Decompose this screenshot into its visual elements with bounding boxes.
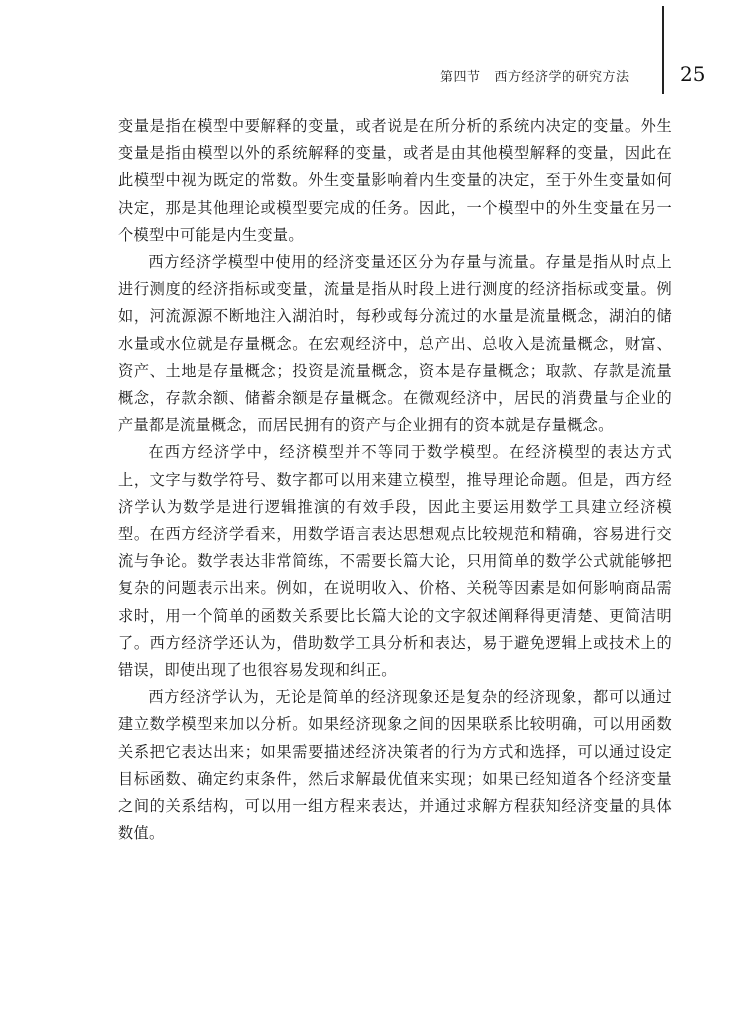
body-text [118, 113, 672, 847]
running-head [440, 66, 630, 85]
section-title: 西方经济学的研究方法 [494, 70, 630, 85]
header-vertical-rule [662, 6, 664, 94]
page-header [0, 0, 746, 100]
paragraph-continued: 变量是指在模型中要解释的变量，或者说是在所分析的系统内决定的变量。外生变量是指由模型以外的系统解释的变量，或者是由其他模型解释的变量，因此在此模型中视为既定的常数。外生变量影响着内生变量的决定，至于外生变量如何决定，那是其他理论或模型要完成的任务。因此，一个模型中的外生变量在另一个模型中可能是内生变量。 [118, 117, 672, 244]
paragraph-analysis: 西方经济学认为，无论是简单的经济现象还是复杂的经济现象，都可以通过建立数学模型来加以分析。如果经济现象之间的因果联系比较明确，可以用函数关系把它表达出来；如果需要描述经济决策者的行为方式和选择，可以通过设定目标函数、确定约束条件，然后求解最优值来实现；如果已经知道各个经济变量之间的关系结构，可以用一组方程来表达，并通过求解方程获知经济变量的具体数值。 [118, 688, 672, 843]
section-number: 第四节 [440, 70, 481, 85]
paragraph-math-models: 在西方经济学中，经济模型并不等同于数学模型。在经济模型的表达方式上，文字与数学符号、数字都可以用来建立模型，推导理论命题。但是，西方经济学认为数学是进行逻辑推演的有效手段，因此主要运用数学工具建立经济模型。在西方经济学看来，用数学语言表达思想观点比较规范和精确，容易进行交流与争论。数学表达非常简练，不需要长篇大论，只用简单的数学公式就能够把复杂的问题表示出来。例如，在说明收入、价格、关税等因素是如何影响商品需求时，用一个简单的函数关系要比长篇大论的文字叙述阐释得更清楚、更简洁明了。西方经济学还认为，借助数学工具分析和表达，易于避免逻辑上或技术上的错误，即使出现了也很容易发现和纠正。 [118, 443, 672, 680]
paragraph-stock-flow: 西方经济学模型中使用的经济变量还区分为存量与流量。存量是指从时点上进行测度的经济指标或变量，流量是指从时段上进行测度的经济指标或变量。例如，河流源源不断地注入湖泊时，每秒或每分流过的水量是流量概念，湖泊的储水量或水位就是存量概念。在宏观经济中，总产出、总收入是流量概念，财富、资产、土地是存量概念；投资是流量概念，资本是存量概念；取款、存款是流量概念，存款余额、储蓄余额是存量概念。在微观经济中，居民的消费量与企业的产量都是流量概念，而居民拥有的资产与企业拥有的资本就是存量概念。 [118, 253, 672, 435]
page-number: 25 [680, 62, 706, 86]
